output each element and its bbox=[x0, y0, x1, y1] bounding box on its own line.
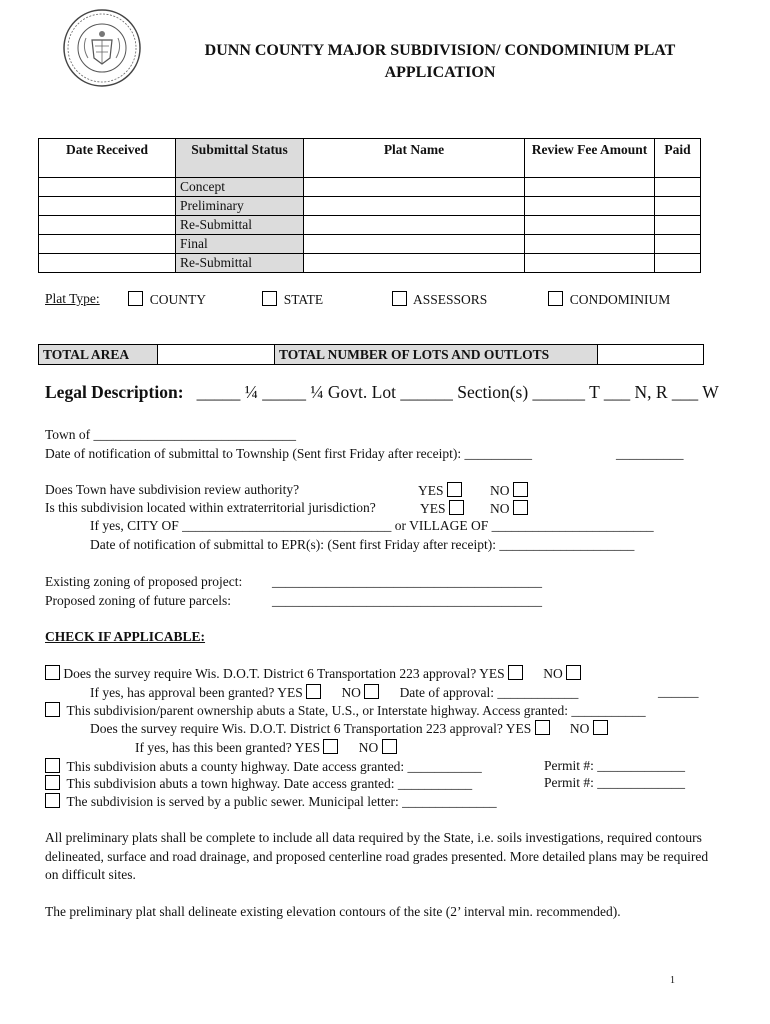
township-notification-extra[interactable]: __________ bbox=[616, 446, 684, 461]
paid-cell[interactable] bbox=[655, 235, 701, 254]
review-fee-cell[interactable] bbox=[525, 197, 655, 216]
date-received-cell[interactable] bbox=[39, 197, 176, 216]
checkbox[interactable] bbox=[447, 482, 462, 497]
extraterritorial-question: Is this subdivision located within extraterritorial jurisdiction? bbox=[45, 500, 376, 515]
checkbox[interactable] bbox=[45, 758, 60, 773]
review-fee-cell[interactable] bbox=[525, 216, 655, 235]
town-permit-field[interactable]: Permit #: _____________ bbox=[544, 775, 685, 790]
date-received-cell[interactable] bbox=[39, 235, 176, 254]
total-lots-field[interactable] bbox=[598, 345, 703, 364]
plat-name-cell[interactable] bbox=[304, 254, 525, 273]
public-sewer-row: The subdivision is served by a public sewer. Municipal letter: ______________ bbox=[45, 793, 497, 810]
checkbox[interactable] bbox=[45, 665, 60, 680]
page-number: 1 bbox=[670, 975, 675, 986]
status-option: Re-Submittal bbox=[176, 254, 304, 273]
plat-type-label: Plat Type: bbox=[45, 291, 100, 306]
granted-row: If yes, has this been granted? YES NO bbox=[135, 739, 397, 756]
page-title: DUNN COUNTY MAJOR SUBDIVISION/ CONDOMINIUM PLAT APPLICATION bbox=[204, 42, 676, 81]
paid-cell[interactable] bbox=[655, 216, 701, 235]
legal-description: Legal Description: _____ ¼ _____ ¼ Govt. Lot ______ Section(s) ______ T ___ N, R ___ W bbox=[45, 382, 719, 402]
approval-granted-row: If yes, has approval been granted? YES NO Date of approval: ____________ bbox=[90, 685, 579, 700]
status-option: Preliminary bbox=[176, 197, 304, 216]
town-highway-row: This subdivision abuts a town highway. Date access granted: ___________ bbox=[45, 775, 472, 792]
date-received-cell[interactable] bbox=[39, 216, 176, 235]
review-authority-question: Does Town have subdivision review authority? bbox=[45, 482, 300, 497]
date-received-cell[interactable] bbox=[39, 254, 176, 273]
checkbox[interactable] bbox=[449, 500, 464, 515]
county-permit-field[interactable]: Permit #: _____________ bbox=[544, 758, 685, 773]
status-option: Concept bbox=[176, 178, 304, 197]
checkbox[interactable] bbox=[566, 665, 581, 680]
plat-name-cell[interactable] bbox=[304, 216, 525, 235]
existing-zoning-label: Existing zoning of proposed project: bbox=[45, 574, 243, 589]
submittal-table bbox=[38, 138, 701, 273]
extraterritorial-no[interactable]: NO bbox=[490, 500, 528, 517]
preliminary-plat-paragraph: All preliminary plats shall be complete to include all data required by the State, i.e. soils investigations, required contours delineated, surface and road drainage, and proposed centerline road grades presented. More detailed plans may be required on difficult sites. bbox=[45, 830, 709, 882]
epr-notification-field[interactable]: Date of notification of submittal to EPR(s): (Sent first Friday after receipt): ____________________ bbox=[90, 537, 635, 552]
checkbox[interactable] bbox=[513, 500, 528, 515]
checkbox[interactable] bbox=[262, 291, 277, 306]
county-highway-row: This subdivision abuts a county highway. Date access granted: ___________ bbox=[45, 758, 482, 775]
paid-cell[interactable] bbox=[655, 254, 701, 273]
status-option: Final bbox=[176, 235, 304, 254]
proposed-zoning-label: Proposed zoning of future parcels: bbox=[45, 593, 231, 608]
review-fee-cell[interactable] bbox=[525, 235, 655, 254]
plat-type-county[interactable]: COUNTY bbox=[128, 291, 206, 308]
parent-ownership-row: This subdivision/parent ownership abuts a State, U.S., or Interstate highway. Access granted: ___________ bbox=[45, 702, 646, 719]
checkbox[interactable] bbox=[45, 775, 60, 790]
dot-approval-row-2: Does the survey require Wis. D.O.T. District 6 Transportation 223 approval? YES NO bbox=[90, 720, 608, 737]
plat-name-cell[interactable] bbox=[304, 235, 525, 254]
plat-type-state[interactable]: STATE bbox=[262, 291, 323, 308]
checkbox[interactable] bbox=[128, 291, 143, 306]
check-applicable-heading: CHECK IF APPLICABLE: bbox=[45, 629, 206, 644]
checkbox[interactable] bbox=[392, 291, 407, 306]
plat-type-assessors[interactable]: ASSESSORS bbox=[392, 291, 487, 308]
proposed-zoning-field[interactable]: ________________________________________ bbox=[272, 593, 542, 608]
header-paid: Paid bbox=[655, 139, 701, 178]
review-fee-cell[interactable] bbox=[525, 178, 655, 197]
paid-cell[interactable] bbox=[655, 178, 701, 197]
review-authority-yes[interactable]: YES bbox=[418, 482, 462, 499]
paid-cell[interactable] bbox=[655, 197, 701, 216]
checkbox[interactable] bbox=[306, 684, 321, 699]
header-submittal-status: Submittal Status bbox=[176, 139, 304, 178]
town-of-field[interactable]: Town of ______________________________ bbox=[45, 427, 297, 442]
header-date-received: Date Received bbox=[39, 139, 176, 178]
checkbox[interactable] bbox=[508, 665, 523, 680]
review-authority-no[interactable]: NO bbox=[490, 482, 528, 499]
township-notification[interactable]: Date of notification of submittal to Township (Sent first Friday after receipt): __________ bbox=[45, 446, 532, 461]
total-area-label: TOTAL AREA bbox=[39, 345, 158, 364]
existing-zoning-field[interactable]: ________________________________________ bbox=[272, 574, 542, 589]
plat-type-condominium[interactable]: CONDOMINIUM bbox=[548, 291, 670, 308]
county-seal-icon bbox=[62, 8, 142, 88]
city-village-field[interactable]: If yes, CITY OF _______________________________ or VILLAGE OF ________________________ bbox=[90, 518, 654, 533]
checkbox[interactable] bbox=[382, 739, 397, 754]
checkbox[interactable] bbox=[323, 739, 338, 754]
checkbox[interactable] bbox=[45, 702, 60, 717]
checkbox[interactable] bbox=[593, 720, 608, 735]
elevation-contours-paragraph: The preliminary plat shall delineate existing elevation contours of the site (2’ interval min. recommended). bbox=[45, 904, 621, 919]
total-lots-label: TOTAL NUMBER OF LOTS AND OUTLOTS bbox=[275, 345, 598, 364]
status-option: Re-Submittal bbox=[176, 216, 304, 235]
date-received-cell[interactable] bbox=[39, 178, 176, 197]
header-review-fee: Review Fee Amount bbox=[525, 139, 655, 178]
approval-extra-blank[interactable]: ______ bbox=[658, 684, 699, 699]
checkbox[interactable] bbox=[45, 793, 60, 808]
legal-description-fields[interactable]: _____ ¼ _____ ¼ Govt. Lot ______ Section(s) ______ T ___ N, R ___ W bbox=[196, 382, 719, 402]
checkbox[interactable] bbox=[513, 482, 528, 497]
checkbox[interactable] bbox=[364, 684, 379, 699]
header-plat-name: Plat Name bbox=[304, 139, 525, 178]
total-area-row bbox=[38, 344, 704, 365]
total-area-field[interactable] bbox=[158, 345, 275, 364]
checkbox[interactable] bbox=[548, 291, 563, 306]
extraterritorial-yes[interactable]: YES bbox=[420, 500, 464, 517]
plat-name-cell[interactable] bbox=[304, 197, 525, 216]
checkbox[interactable] bbox=[535, 720, 550, 735]
plat-name-cell[interactable] bbox=[304, 178, 525, 197]
date-of-approval-field[interactable]: Date of approval: ____________ bbox=[399, 685, 579, 700]
dot-approval-row: Does the survey require Wis. D.O.T. District 6 Transportation 223 approval? YES NO bbox=[45, 665, 581, 682]
review-fee-cell[interactable] bbox=[525, 254, 655, 273]
